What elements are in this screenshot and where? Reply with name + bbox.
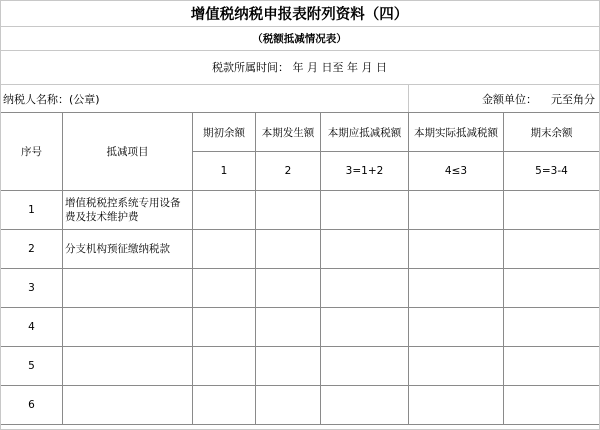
header-actual-deduction: 本期实际抵减税额 [409,113,504,152]
divider [0,84,599,85]
formula-cell: 4≤3 [409,152,504,191]
header-deductible-tax: 本期应抵减税额 [321,113,409,152]
header-item: 抵减项目 [63,113,193,191]
formula-cell: 2 [256,152,321,191]
data-cell[interactable] [193,230,256,269]
row-seq: 2 [1,230,63,269]
formula-cell: 3=1+2 [321,152,409,191]
data-cell[interactable] [256,191,321,230]
data-cell[interactable] [504,191,600,230]
data-cell[interactable] [321,386,409,425]
data-cell[interactable] [504,347,600,386]
data-cell[interactable] [409,191,504,230]
data-cell[interactable] [409,347,504,386]
header-closing-balance: 期末余额 [504,113,600,152]
divider [408,84,409,112]
row-item[interactable] [63,386,193,425]
row-item: 分支机构预征缴纳税款 [63,230,193,269]
data-cell[interactable] [321,230,409,269]
data-cell[interactable] [504,386,600,425]
data-cell[interactable] [193,308,256,347]
taxpayer-name-label: 纳税人名称：(公章) [3,93,100,106]
data-cell[interactable] [321,269,409,308]
data-cell[interactable] [256,347,321,386]
data-cell[interactable] [256,308,321,347]
header-seq: 序号 [1,113,63,191]
data-cell[interactable] [409,230,504,269]
row-seq: 4 [1,308,63,347]
tax-period: 税款所属时间： 年 月 日至 年 月 日 [212,61,387,74]
table-row [1,386,600,425]
form-title: 增值税纳税申报表附列资料（四） [190,6,409,23]
header-current-amount: 本期发生额 [256,113,321,152]
data-cell[interactable] [256,230,321,269]
data-cell[interactable] [193,386,256,425]
data-cell[interactable] [321,347,409,386]
row-item[interactable] [63,347,193,386]
data-cell[interactable] [193,347,256,386]
data-cell[interactable] [504,230,600,269]
data-cell[interactable] [193,269,256,308]
table-row [1,230,600,269]
formula-cell: 5=3-4 [504,152,600,191]
row-seq: 3 [1,269,63,308]
data-cell[interactable] [321,308,409,347]
row-seq: 5 [1,347,63,386]
row-item[interactable] [63,269,193,308]
data-cell[interactable] [409,308,504,347]
table-row [1,308,600,347]
header-row [1,113,600,152]
amount-unit [468,86,595,112]
row-item: 增值税税控系统专用设备费及技术维护费 [63,191,193,230]
row-item[interactable] [63,308,193,347]
formula-cell: 1 [193,152,256,191]
data-cell[interactable] [409,269,504,308]
amount-unit-value: 元至角分 [551,93,595,106]
data-cell[interactable] [504,269,600,308]
data-cell[interactable] [256,269,321,308]
header-opening-balance: 期初余额 [193,113,256,152]
amount-unit-label: 金额单位： [482,93,537,106]
data-cell[interactable] [321,191,409,230]
data-cell[interactable] [256,386,321,425]
data-cell[interactable] [193,191,256,230]
row-seq: 6 [1,386,63,425]
table-row [1,269,600,308]
deduction-table [0,112,600,425]
data-cell[interactable] [409,386,504,425]
table-row [1,191,600,230]
row-seq: 1 [1,191,63,230]
form-subtitle: （税额抵减情况表） [252,32,347,45]
table-row [1,347,600,386]
data-cell[interactable] [504,308,600,347]
